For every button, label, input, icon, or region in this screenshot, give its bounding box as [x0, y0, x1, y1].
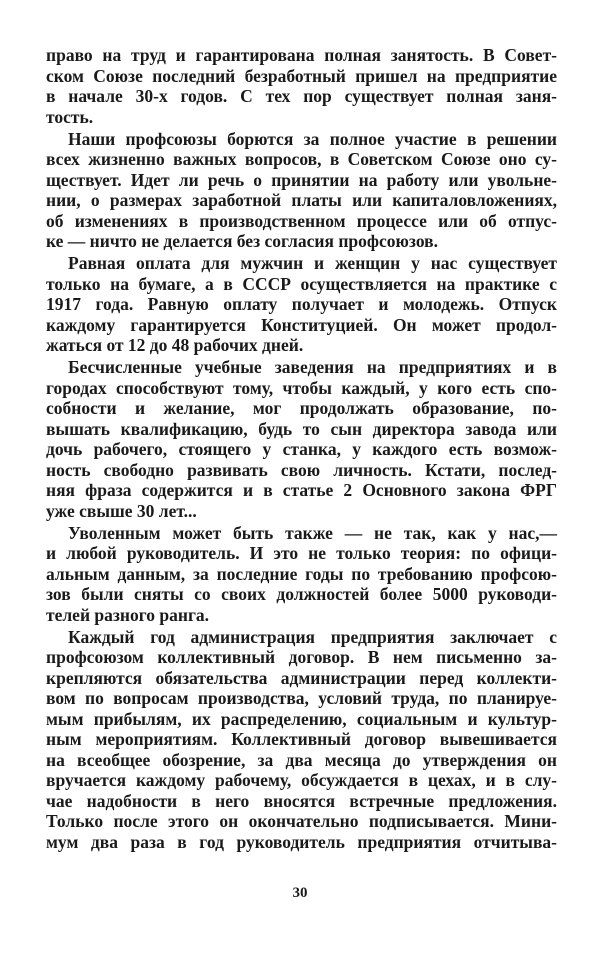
text-line: ском Союзе последний безработный пришел на предприятие [46, 65, 557, 86]
text-line: об изменениях в производственном процессе или об отпус- [46, 210, 557, 231]
text-line: крепляются обязательства администрации перед коллекти- [46, 667, 557, 688]
text-line: Бесчисленные учебные заведения на предприятиях и в [68, 357, 557, 377]
text-line: собности и желание, мог продолжать образование, по- [46, 398, 557, 418]
text-line: дочь рабочего, стоящего у станка, у каждого есть возмож- [46, 439, 557, 459]
text-line: Наши профсоюзы борются за полное участие в решении [68, 128, 557, 149]
text-line: вом по вопросам производства, условий труда, по планируе- [46, 688, 557, 708]
paragraph [46, 129, 557, 252]
text-line: уже свыше 30 лет... [46, 500, 197, 521]
paragraph [46, 357, 557, 521]
text-line: на всеобщее обозрение, за два месяца до утверждения он [46, 749, 557, 770]
text-line: ность свободно развивать свою личность. Кстати, послед- [46, 459, 557, 480]
text-line: ке — ничто не делается без согласия профсоюзов. [46, 231, 438, 251]
page-number: 30 [292, 885, 308, 901]
text-line: профсоюзом коллективный договор. В нем письменно за- [46, 647, 557, 667]
text-line: вышать квалификацию, будь то сын директора завода или [46, 418, 557, 439]
text-line: ным мероприятиям. Коллективный договор вывешивается [46, 729, 557, 749]
text-line: мум два раза в год руководитель предприятия отчитыва- [46, 831, 557, 852]
text-line: в начале 30-х годов. С тех пор существует полная заня- [46, 86, 557, 106]
text-line: Уволенным может быть также — не так, как у нас,— [68, 522, 557, 543]
text-line: всех жизненно важных вопросов, в Советском Союзе оно су- [46, 149, 557, 169]
text-line: зов были сняты со своих должностей более 5000 руководи- [46, 584, 557, 604]
text-line: право на труд и гарантирована полная занятость. В Совет- [46, 45, 557, 65]
paragraph [46, 627, 557, 853]
text-line: няя фраза содержится и в статье 2 Основного закона ФРГ [46, 480, 557, 500]
text-line: альным данным, за последние годы по требованию профсою- [46, 563, 557, 584]
text-line: и любой руководитель. И это не только теория: по офици- [46, 543, 557, 563]
text-line: 1917 года. Равную оплату получает и молодежь. Отпуск [46, 294, 557, 314]
text-line: Только после этого он окончательно подписывается. Мини- [46, 811, 557, 831]
text-line: мым прибылям, их распределению, социальным и культур- [46, 708, 557, 729]
paragraph [46, 523, 557, 626]
text-line: чае надобности в него вносятся встречные предложения. [46, 790, 557, 811]
paragraph [46, 45, 557, 127]
text-line: жаться от 12 до 48 рабочих дней. [46, 335, 304, 355]
text-line: телей разного ранга. [46, 604, 210, 625]
text-line: только на бумаге, а в СССР осуществляется на практике с [46, 273, 557, 294]
text-line: каждому гарантируется Конституцией. Он может продол- [46, 314, 557, 335]
text-line: нии, о размерах заработной платы или капиталовложениях, [46, 190, 557, 210]
text-line: Равная оплата для мужчин и женщин у нас существует [68, 253, 557, 273]
text-line: ществует. Идет ли речь о принятии на работу или увольне- [46, 169, 557, 190]
page-body-text [46, 45, 557, 854]
text-line: городах способствуют тому, чтобы каждый, у кого есть спо- [46, 377, 557, 398]
text-line: тость. [46, 106, 94, 127]
paragraph [46, 253, 557, 356]
text-line: Каждый год администрация предприятия заключает с [68, 626, 557, 647]
text-line: вручается каждому рабочему, обсуждается в цехах, и в слу- [46, 770, 557, 790]
